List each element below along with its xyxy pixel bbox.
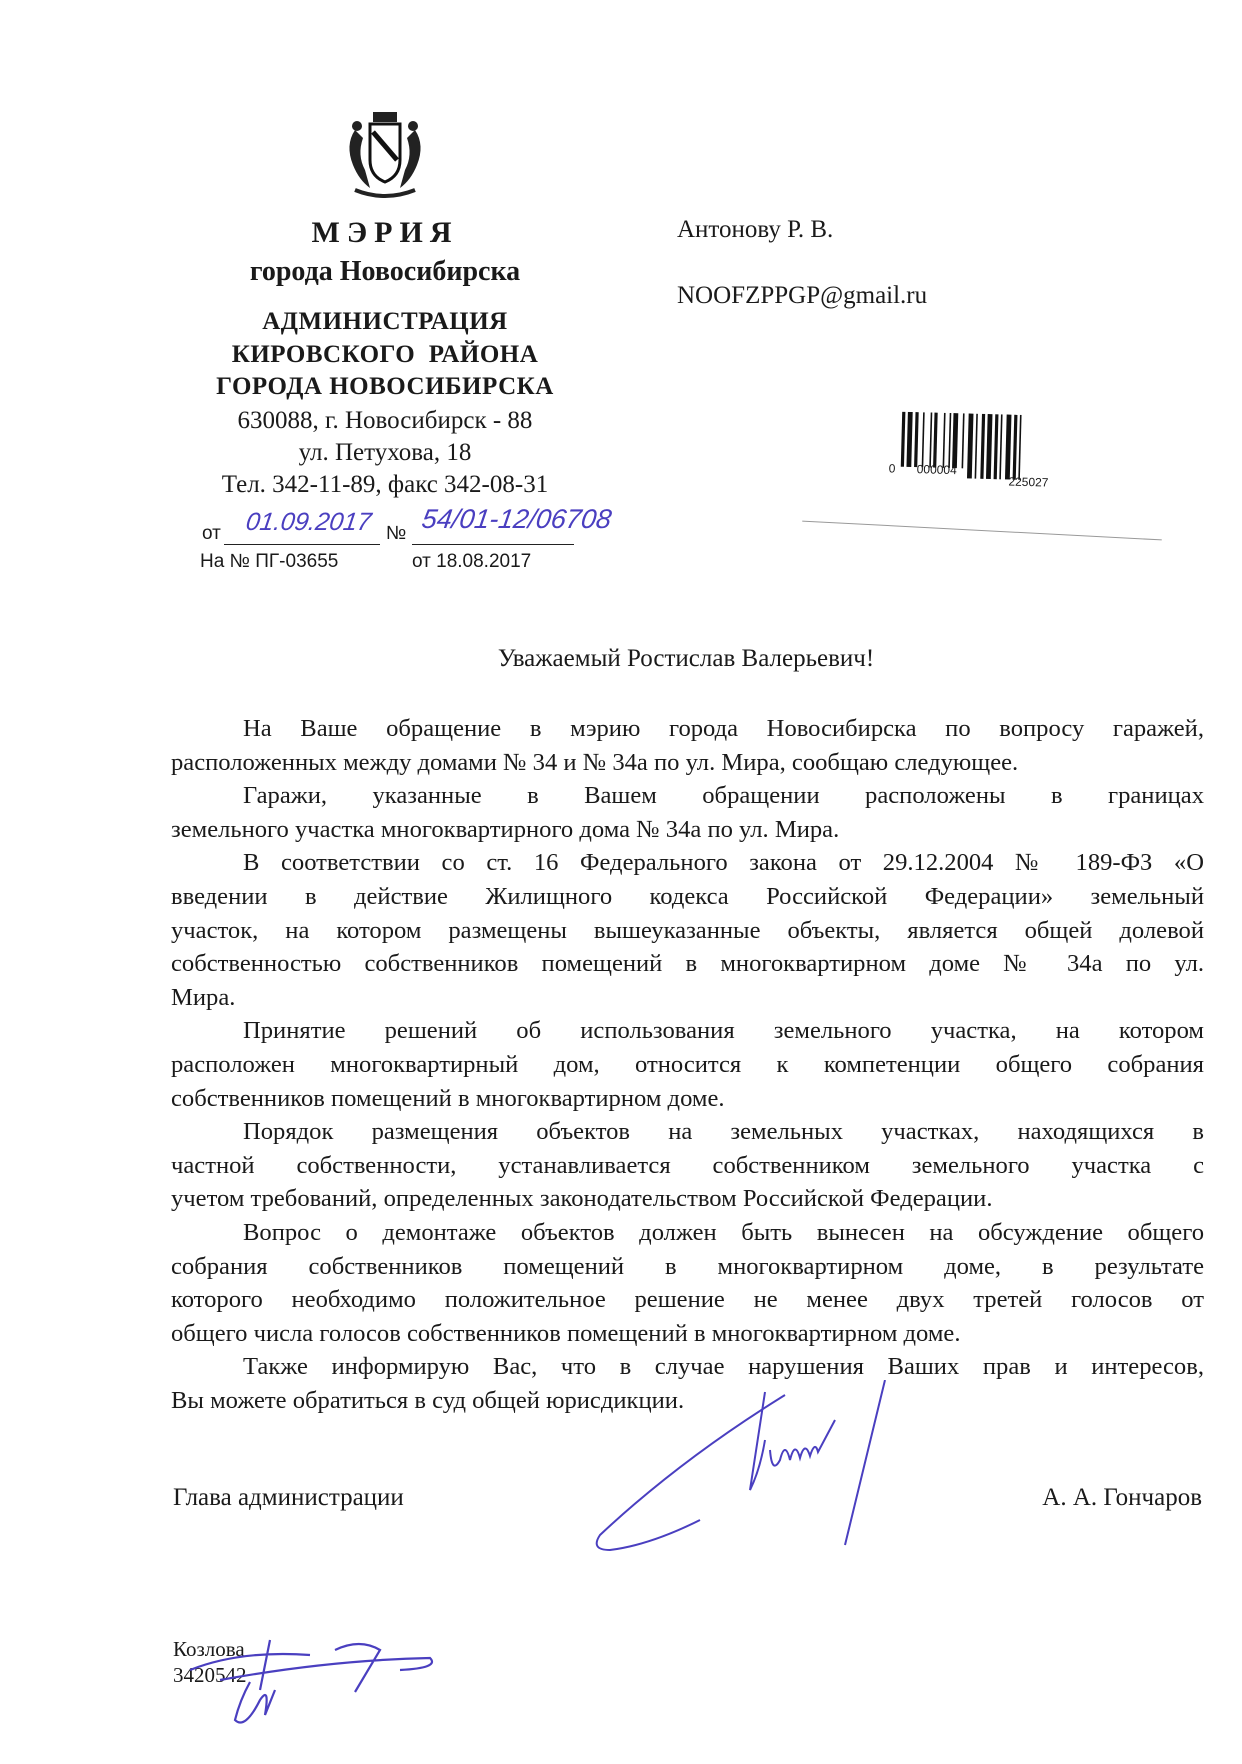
date-value: 01.09.2017	[244, 508, 374, 536]
paragraph-line: Гаражи, указанные в Вашем обращении расположены в границах	[243, 782, 1204, 810]
executor-initials-signature	[180, 1630, 460, 1730]
paragraph-line: частной собственности, устанавливается собственником земельного участка с	[171, 1151, 1204, 1179]
barcode-bar	[986, 414, 992, 479]
barcode-bar	[980, 414, 985, 479]
administration-line: ГОРОДА НОВОСИБИРСКА	[216, 373, 554, 400]
administration-line: АДМИНИСТРАЦИЯ	[262, 308, 508, 335]
paragraph-line: собрания собственников помещений в многоквартирном доме, в результате	[171, 1252, 1204, 1280]
barcode-bar	[943, 413, 946, 468]
address-line: 630088, г. Новосибирск - 88	[237, 407, 533, 434]
label-edge	[802, 521, 1162, 541]
paragraph-line: введении в действие Жилищного кодекса Российской Федерации» земельный	[171, 882, 1204, 910]
coat-of-arms-icon	[335, 110, 435, 202]
number-field	[412, 504, 614, 545]
mayor-office-title: МЭРИЯ	[311, 216, 459, 249]
paragraph-line: собственников помещений в многоквартирном доме.	[171, 1084, 725, 1112]
barcode-digit: 0	[888, 461, 896, 476]
paragraph-line: учетом требований, определенных законодательством Российской Федерации.	[171, 1185, 993, 1213]
barcode-bar	[1018, 415, 1021, 480]
letter-body	[171, 712, 1204, 1417]
paragraph-line: участок, на котором размещены вышеуказанные объекты, является общей долевой	[171, 916, 1204, 944]
address-line: ул. Петухова, 18	[298, 439, 472, 466]
paragraph-line: Вы можете обратиться в суд общей юрисдикции.	[171, 1386, 685, 1414]
barcode	[888, 411, 1090, 506]
paragraph-line: собственностью собственников помещений в многоквартирном доме № 34а по ул.	[171, 950, 1204, 978]
executor-name: Козлова	[173, 1637, 245, 1661]
salutation: Уважаемый Ростислав Валерьевич!	[497, 645, 875, 672]
paragraph-line: На Ваше обращение в мэрию города Новосибирска по вопросу гаражей,	[243, 715, 1204, 742]
barcode-bar	[952, 413, 958, 468]
barcode-bar	[929, 412, 932, 467]
date-field	[224, 508, 380, 545]
paragraph-line: Мира.	[171, 983, 236, 1011]
barcode-bar	[906, 412, 912, 467]
barcode-bar	[901, 412, 906, 467]
signer-name: А. А. Гончаров	[1042, 1484, 1202, 1511]
barcode-digits: 000004	[916, 462, 957, 478]
paragraph-line: В соответствии со ст. 16 Федерального закона от 29.12.2004 № 189-ФЗ «О	[243, 849, 1204, 877]
paragraph-line: которого необходимо положительное решение не менее двух третей голосов от	[171, 1286, 1204, 1314]
date-label: от	[202, 523, 221, 544]
barcode-bar	[975, 414, 978, 479]
signer-position: Глава администрации	[173, 1484, 404, 1511]
barcode-bar	[1005, 414, 1011, 479]
paragraph-line: Порядок размещения объектов на земельных участках, находящихся в	[243, 1118, 1204, 1146]
reply-to-date: от 18.08.2017	[412, 551, 532, 572]
barcode-bar	[933, 413, 938, 468]
recipient-email: NOOFZPPGP@gmail.ru	[677, 282, 928, 309]
paragraph-line: Вопрос о демонтаже объектов должен быть вынесен на обсуждение общего	[243, 1218, 1204, 1246]
barcode-bar	[999, 414, 1002, 479]
barcode-bar	[967, 413, 973, 478]
barcode-bar	[1013, 415, 1018, 480]
city-title: города Новосибирска	[249, 256, 521, 287]
paragraph-line: расположенных между домами № 34 и № 34а по ул. Мира, сообщаю следующее.	[171, 748, 1019, 776]
barcode-bar	[994, 414, 999, 479]
executor-phone: 3420542	[173, 1663, 247, 1687]
paragraph-line: Принятие решений об использования земельного участка, на котором	[243, 1017, 1204, 1045]
recipient-name: Антонову Р. В.	[677, 216, 834, 243]
paragraph-line: расположен многоквартирный дом, относится к компетенции общего собрания	[171, 1050, 1204, 1078]
paragraph-line: земельного участка многоквартирного дома № 34а по ул. Мира.	[171, 815, 840, 843]
barcode-digits: 225027	[1008, 474, 1049, 490]
barcode-bar	[948, 413, 951, 468]
administration-line: КИРОВСКОГО РАЙОНА	[231, 341, 539, 368]
address-line: Тел. 342-11-89, факс 342-08-31	[221, 471, 549, 498]
reply-to-number: На № ПГ-03655	[200, 551, 339, 572]
barcode-bar	[922, 412, 925, 467]
number-label: №	[386, 523, 407, 544]
handwritten-signature	[590, 1380, 910, 1560]
paragraph-line: Также информирую Вас, что в случае нарушения Ваших прав и интересов,	[243, 1353, 1204, 1381]
number-value: 54/01-12/06708	[419, 504, 614, 534]
paragraph-line: общего числа голосов собственников помещений в многоквартирном доме.	[171, 1319, 961, 1347]
barcode-bar	[914, 412, 919, 467]
barcode-bar	[962, 413, 965, 468]
